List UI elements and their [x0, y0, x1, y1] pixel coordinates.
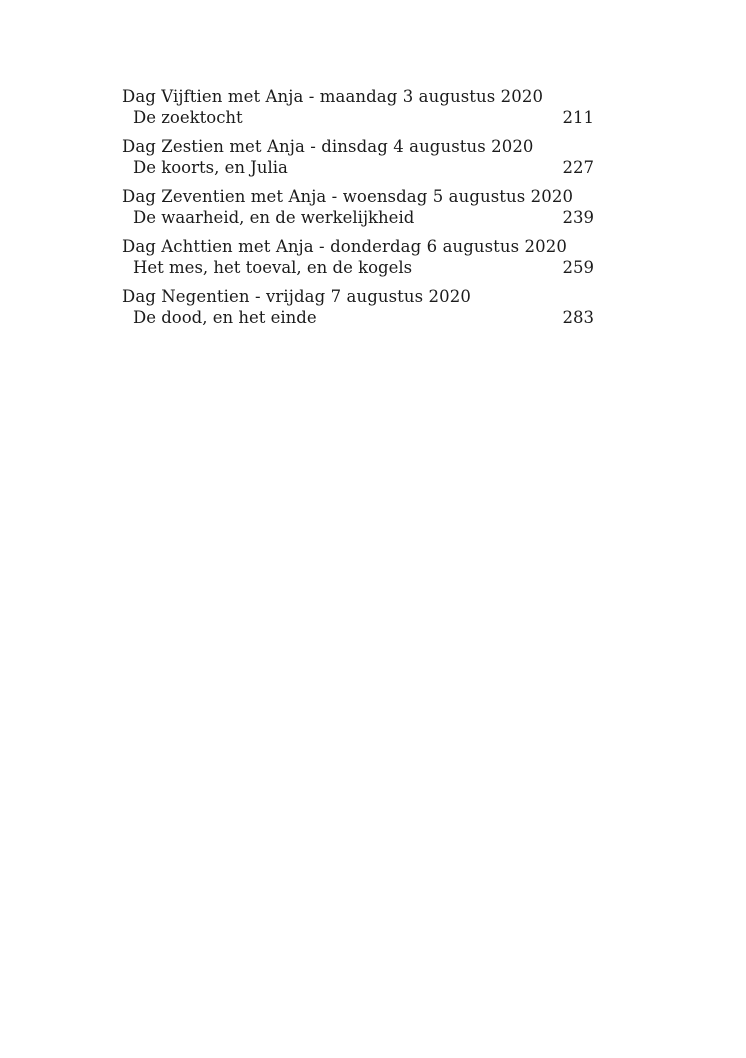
toc-entry-title: Dag Zeventien met Anja - woensdag 5 augustus 2020 — [122, 187, 574, 206]
toc-entry-title: Dag Vijftien met Anja - maandag 3 augustus 2020 — [122, 87, 544, 106]
toc-entry-subtitle: De dood, en het einde — [133, 308, 317, 327]
toc-entry — [122, 86, 594, 128]
toc-entry-page-number: 283 — [562, 308, 594, 327]
toc-entry-page-number: 227 — [562, 158, 594, 177]
toc-entry — [122, 286, 594, 328]
toc-entry-subrow — [122, 307, 594, 328]
toc-entry-subtitle: Het mes, het toeval, en de kogels — [133, 258, 413, 277]
toc-entry-page-number: 211 — [562, 108, 594, 127]
toc-entry-subrow — [122, 207, 594, 228]
toc-entry-title: Dag Achttien met Anja - donderdag 6 augustus 2020 — [122, 237, 567, 256]
toc-entry-subrow — [122, 157, 594, 178]
toc-entry-subrow — [122, 107, 594, 128]
toc-entry — [122, 236, 594, 278]
toc-entry — [122, 136, 594, 178]
table-of-contents — [122, 86, 594, 336]
toc-entry-subtitle: De waarheid, en de werkelijkheid — [133, 208, 415, 227]
toc-entry-page-number: 259 — [562, 258, 594, 277]
toc-entry-page-number: 239 — [562, 208, 594, 227]
toc-entry-subrow — [122, 257, 594, 278]
toc-entry-title: Dag Zestien met Anja - dinsdag 4 augustus 2020 — [122, 137, 534, 156]
toc-entry-subtitle: De zoektocht — [133, 108, 243, 127]
toc-entry-title: Dag Negentien - vrijdag 7 augustus 2020 — [122, 287, 471, 306]
toc-entry-subtitle: De koorts, en Julia — [133, 158, 288, 177]
toc-entry — [122, 186, 594, 228]
